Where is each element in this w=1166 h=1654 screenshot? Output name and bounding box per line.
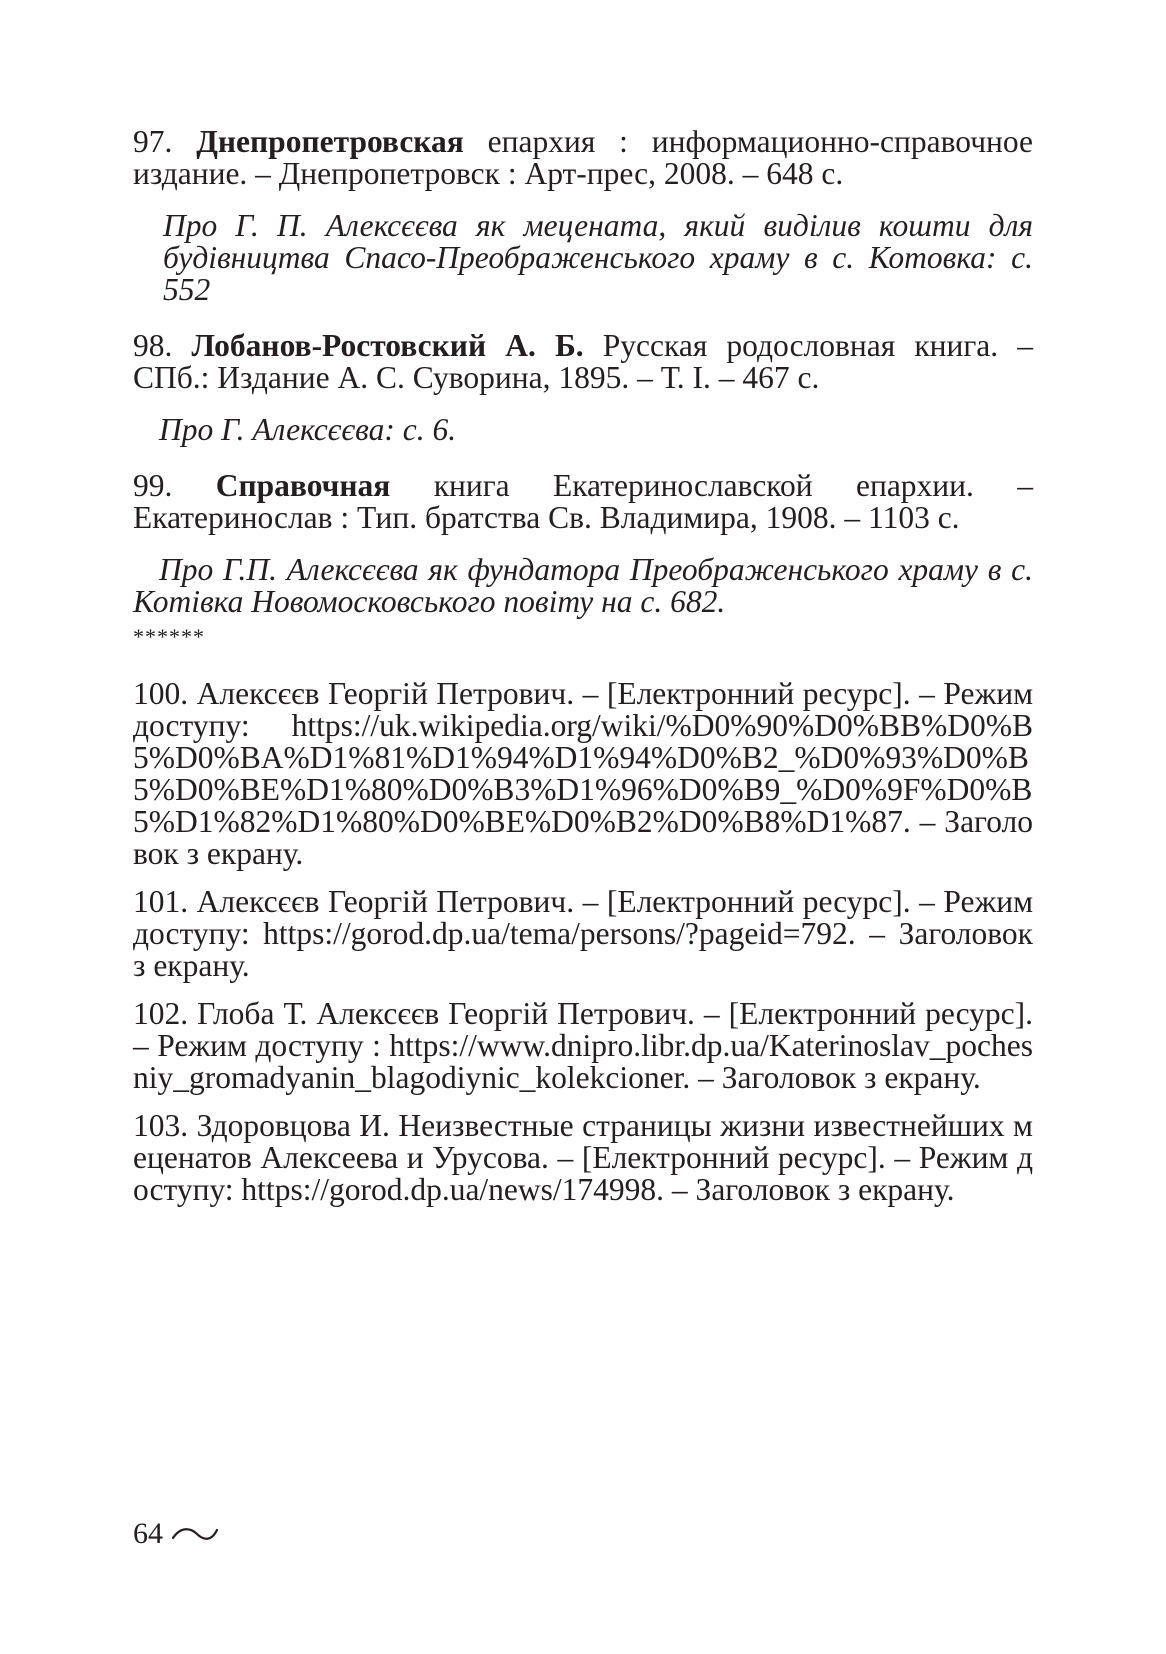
- entry-text: Алексєєв Георгій Петрович. – [Електронний ресурс]. – Режим доступу: https://gorod.dp.ua/tema/persons/?pageid=792. – Заголовок з екрану.: [133, 884, 1034, 983]
- entry-text: епархия : информационно-справочное издание. – Днепропетровск : Арт-прес, 2008. – 648 с.: [133, 124, 1034, 191]
- page-content: [133, 126, 1033, 1206]
- web-entry: [133, 678, 1033, 870]
- entry-number: 102.: [133, 996, 189, 1031]
- entry-note: Про Г. Алексєєва: с. 6.: [159, 412, 457, 447]
- entry-heading: Днепропетровская: [196, 124, 464, 159]
- web-entry: [133, 1110, 1033, 1206]
- section-separator: ******: [133, 624, 205, 649]
- entry-number: 101.: [133, 884, 189, 919]
- web-entry: [133, 886, 1033, 982]
- entry-text: книга Екатеринославской епархии. – Екатеринослав : Тип. братства Св. Владимира, 1908. – 1103 с.: [133, 468, 1033, 535]
- entry-text: Алексєєв Георгій Петрович. – [Електронний ресурс]. – Режим доступу: https://uk.wikipedia.org/wiki/%D0%90%D0%BB%D0%B5%D0%BA%D1%81%D1%94%D1%94%D0%B2_%D0%93%D0%B5%D0%BE%D1%80%D0%B3%D1%96%D0%B9_%D0%9F%D0%B5%D1%82%D1%80%D0%BE%D0%B2%D0%B8%D1%87. – Заголовок з екрану.: [133, 676, 1034, 871]
- page-number: 64: [133, 1517, 163, 1550]
- entry-number: 99.: [133, 468, 173, 503]
- entry-text: Русская родословная книга. – СПб.: Издание А. С. Суворина, 1895. – Т. I. – 467 с.: [133, 328, 1034, 395]
- tilde-swash-icon: [171, 1524, 219, 1544]
- bibliography-entry: [133, 470, 1033, 534]
- web-entry: [133, 998, 1033, 1094]
- page-footer: [133, 1518, 219, 1550]
- bibliography-entry: [133, 330, 1033, 394]
- entry-note: Про Г. П. Алексєєва як мецената, який виділив кошти для будівництва Спасо-Преображенського храму в с. Котовка: с. 552: [163, 208, 1033, 307]
- entry-number: 103.: [133, 1108, 189, 1143]
- entry-text: Здоровцова И. Неизвестные страницы жизни известнейших меценатов Алексеева и Урусова. – [Електронний ресурс]. – Режим доступу: https://gorod.dp.ua/news/174998. – Заголовок з екрану.: [133, 1108, 1033, 1207]
- entry-number: 98.: [133, 328, 173, 363]
- bibliography-entry: [133, 126, 1033, 190]
- entry-number: 97.: [133, 124, 173, 159]
- entry-heading: Лобанов-Ростовский А. Б.: [191, 328, 584, 363]
- entry-number: 100.: [133, 676, 189, 711]
- entry-note: Про Г.П. Алексєєва як фундатора Преображенського храму в с. Котівка Новомосковського повіту на с. 682.: [133, 552, 1033, 619]
- entry-heading: Справочная: [215, 468, 391, 503]
- entry-text: Глоба Т. Алексєєв Георгій Петрович. – [Електронний ресурс]. – Режим доступу : https://www.dnipro.libr.dp.ua/Katerinoslav_pochesniy_gromadyanin_blagodiynic_kolekcioner. – Заголовок з екрану.: [133, 996, 1033, 1095]
